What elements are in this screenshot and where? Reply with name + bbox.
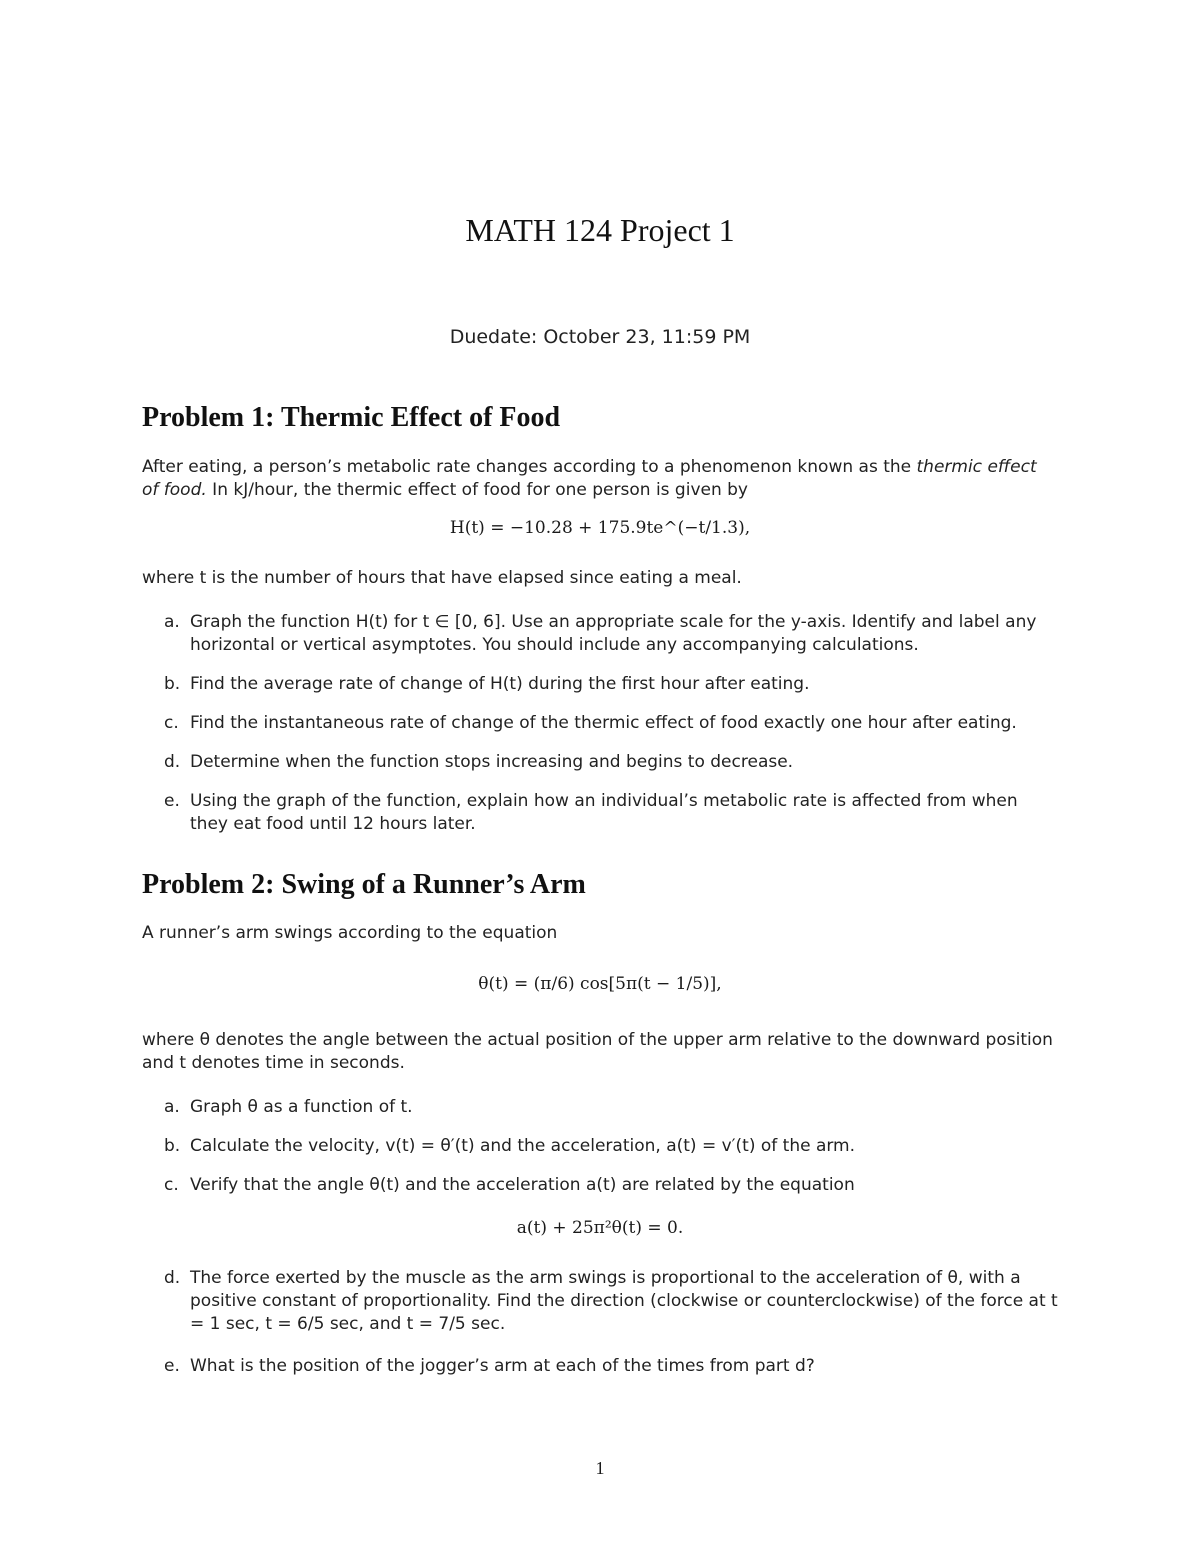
problem-2-item-d bbox=[142, 1267, 1058, 1336]
problem-2-equation-c: a(t) + 25π²θ(t) = 0. bbox=[516, 1218, 684, 1238]
problem-1-item-d bbox=[142, 751, 1058, 774]
page-title: MATH 124 Project 1 bbox=[465, 212, 735, 248]
item-label: e. bbox=[164, 1356, 180, 1376]
problem-2-after-equation: where θ denotes the angle between the actual position of the upper arm relative to the downward position and t denotes time in seconds. bbox=[142, 1030, 1053, 1073]
item-label: b. bbox=[164, 1136, 181, 1156]
problem-2-intro: A runner’s arm swings according to the equation bbox=[142, 923, 558, 943]
problem-1-intro bbox=[142, 456, 1058, 502]
problem-1-heading: Problem 1: Thermic Effect of Food bbox=[142, 402, 561, 433]
problem-1-after-equation: where t is the number of hours that have elapsed since eating a meal. bbox=[142, 568, 742, 588]
item-label: e. bbox=[164, 791, 180, 811]
item-label: b. bbox=[164, 674, 181, 694]
item-label: a. bbox=[164, 612, 180, 632]
problem-2-equation: θ(t) = (π/6) cos[5π(t − 1/5)], bbox=[478, 974, 722, 994]
due-date: Duedate: October 23, 11:59 PM bbox=[449, 326, 751, 348]
item-label: c. bbox=[164, 1175, 179, 1195]
item-label: d. bbox=[164, 752, 181, 772]
item-label: d. bbox=[164, 1268, 181, 1288]
item-text: Find the average rate of change of H(t) during the first hour after eating. bbox=[190, 674, 810, 694]
item-label: a. bbox=[164, 1097, 180, 1117]
problem-2-item-b bbox=[142, 1135, 1058, 1158]
problem-1-item-b bbox=[142, 673, 1058, 696]
problem-1-item-e bbox=[142, 790, 1058, 836]
problem-2-item-e bbox=[142, 1355, 1058, 1378]
problem-2-item-a bbox=[142, 1096, 1058, 1119]
problem-2-heading: Problem 2: Swing of a Runner’s Arm bbox=[142, 869, 586, 900]
item-text: The force exerted by the muscle as the arm swings is proportional to the acceleration of θ, with a positive constant of proportionality. Find the direction (clockwise or counterclockwise) of the force at t = 1 sec, t = 6/5 sec, and t = 7/5 sec. bbox=[190, 1268, 1058, 1334]
problem-2-item-c bbox=[142, 1174, 1058, 1197]
problem-1-intro-emphasis: thermic effect of food. bbox=[142, 457, 1037, 500]
item-text: Using the graph of the function, explain how an individual’s metabolic rate is affected from when they eat food until 12 hours later. bbox=[190, 791, 1018, 834]
item-text: What is the position of the jogger’s arm at each of the times from part d? bbox=[190, 1356, 815, 1376]
item-text: Graph the function H(t) for t ∈ [0, 6]. Use an appropriate scale for the y-axis. Identify and label any horizontal or vertical asymptotes. You should include any accompanying calculations. bbox=[190, 612, 1037, 655]
problem-1-intro-text: After eating, a person’s metabolic rate changes according to a phenomenon known as the bbox=[142, 457, 917, 477]
item-text: Graph θ as a function of t. bbox=[190, 1097, 413, 1117]
problem-1-equation: H(t) = −10.28 + 175.9te^(−t/1.3), bbox=[449, 518, 751, 538]
item-text: Verify that the angle θ(t) and the acceleration a(t) are related by the equation bbox=[190, 1175, 855, 1195]
item-text: Determine when the function stops increasing and begins to decrease. bbox=[190, 752, 794, 772]
problem-1-item-a bbox=[142, 611, 1058, 657]
problem-1-intro-text-2: In kJ/hour, the thermic effect of food for one person is given by bbox=[206, 480, 748, 500]
item-label: c. bbox=[164, 713, 179, 733]
item-text: Calculate the velocity, v(t) = θ′(t) and the acceleration, a(t) = v′(t) of the arm. bbox=[190, 1136, 856, 1156]
problem-1-item-c bbox=[142, 712, 1058, 735]
item-text: Find the instantaneous rate of change of the thermic effect of food exactly one hour after eating. bbox=[190, 713, 1017, 733]
page-number: 1 bbox=[595, 1458, 605, 1478]
